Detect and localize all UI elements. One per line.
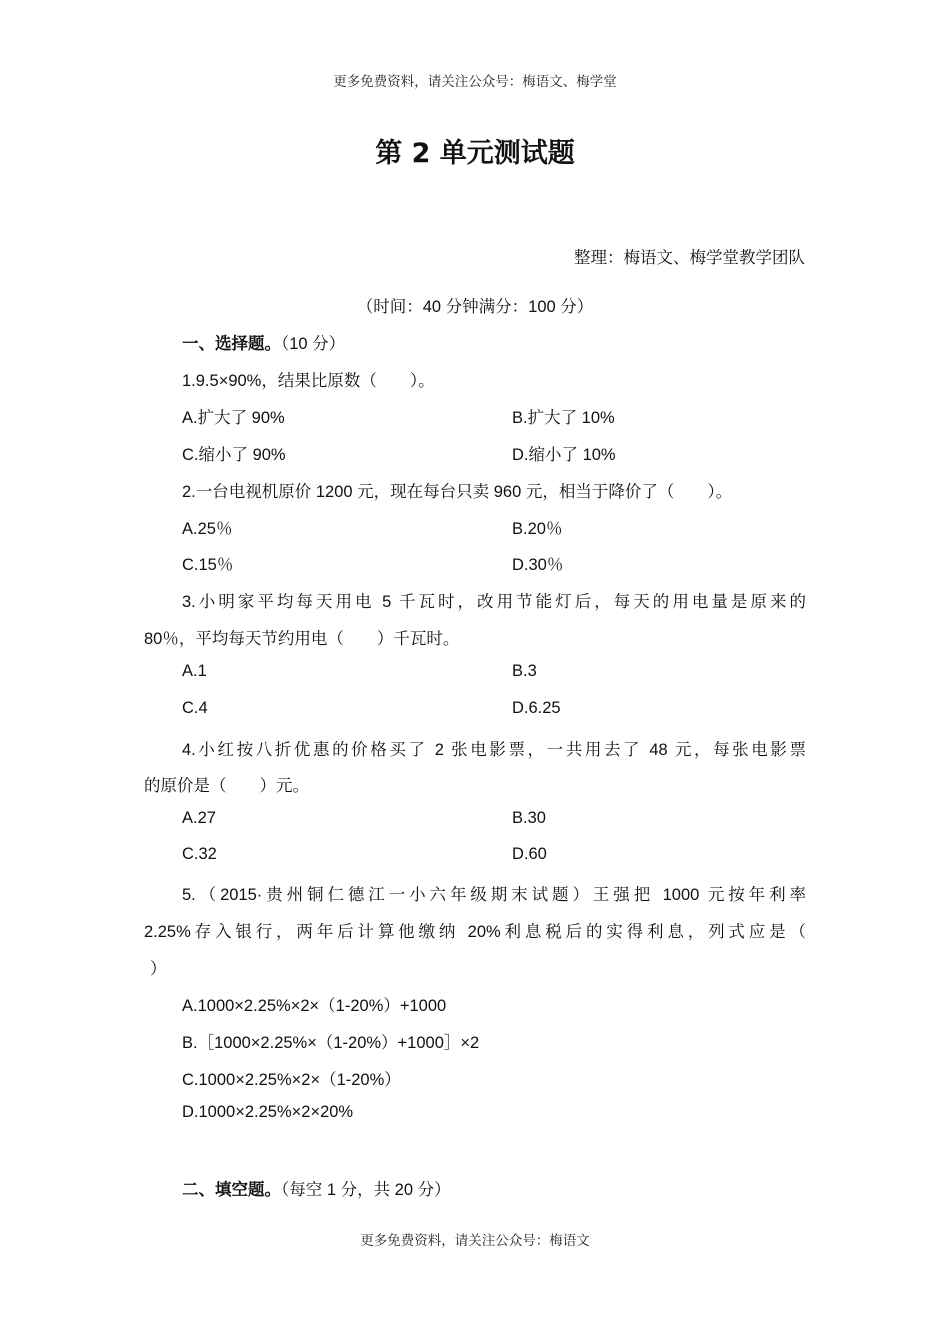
question-stem: 1.9.5×90%，结果比原数（ ）。 [182,372,435,390]
question-stem: 2.一台电视机原价 1200 元，现在每台只卖 960 元，相当于降价了（ ）。 [182,483,733,501]
page-footer: 更多免费资料，请关注公众号：梅语文 [360,1233,590,1249]
option-a: A.1 [182,662,207,680]
option-d: D.30％ [512,556,564,574]
option-c: C.缩小了 90% [182,446,286,464]
section-heading-choice [182,330,345,354]
option-d: D.6.25 [512,699,561,717]
option-a: A.25％ [182,520,233,538]
organizer-credit: 整理：梅语文、梅学堂教学团队 [574,249,805,267]
section-heading-fill [182,1176,451,1200]
option-b: B.扩大了 10% [512,409,615,427]
section-title: 一、选择题。 [182,335,281,353]
section-title: 二、填空题。 [182,1181,281,1199]
option-a: A.1000×2.25%×2×（1-20%）+1000 [182,997,447,1015]
option-d: D.60 [512,845,547,863]
option-d: D.1000×2.25%×2×20% [182,1103,354,1121]
option-b: B.30 [512,809,546,827]
question-stem: 3.小明家平均每天用电 5 千瓦时，改用节能灯后，每天的用电量是原来的 [182,593,806,611]
question-stem-continued: 2.25%存入银行，两年后计算他缴纳 20%利息税后的实得利息，列式应是（ [144,923,806,941]
question-stem: 5.（2015·贵州铜仁德江一小六年级期末试题）王强把 1000 元按年利率 [182,886,806,904]
option-c: C.4 [182,699,208,717]
question-stem: 4.小红按八折优惠的价格买了 2 张电影票，一共用去了 48 元，每张电影票 [182,741,806,759]
page-title: 第 2 单元测试题 [375,138,575,169]
section-score: （10 分） [281,335,346,353]
option-c: C.32 [182,845,217,863]
page-header: 更多免费资料，请关注公众号：梅语文、梅学堂 [333,74,617,90]
option-a: A.扩大了 90% [182,409,285,427]
option-b: B.［1000×2.25%×（1-20%）+1000］×2 [182,1034,480,1052]
question-stem-continued: 80％，平均每天节约用电（ ）千瓦时。 [144,630,460,648]
option-d: D.缩小了 10% [512,446,616,464]
option-c: C.1000×2.25%×2×（1-20%） [182,1071,401,1089]
option-b: B.20％ [512,520,563,538]
question-stem-continued: ） [150,960,167,978]
option-b: B.3 [512,662,537,680]
exam-info: （时间：40 分钟满分：100 分） [356,298,594,316]
option-c: C.15％ [182,556,234,574]
section-score: （每空 1 分，共 20 分） [281,1181,451,1199]
option-a: A.27 [182,809,216,827]
question-stem-continued: 的原价是（ ）元。 [144,777,309,795]
